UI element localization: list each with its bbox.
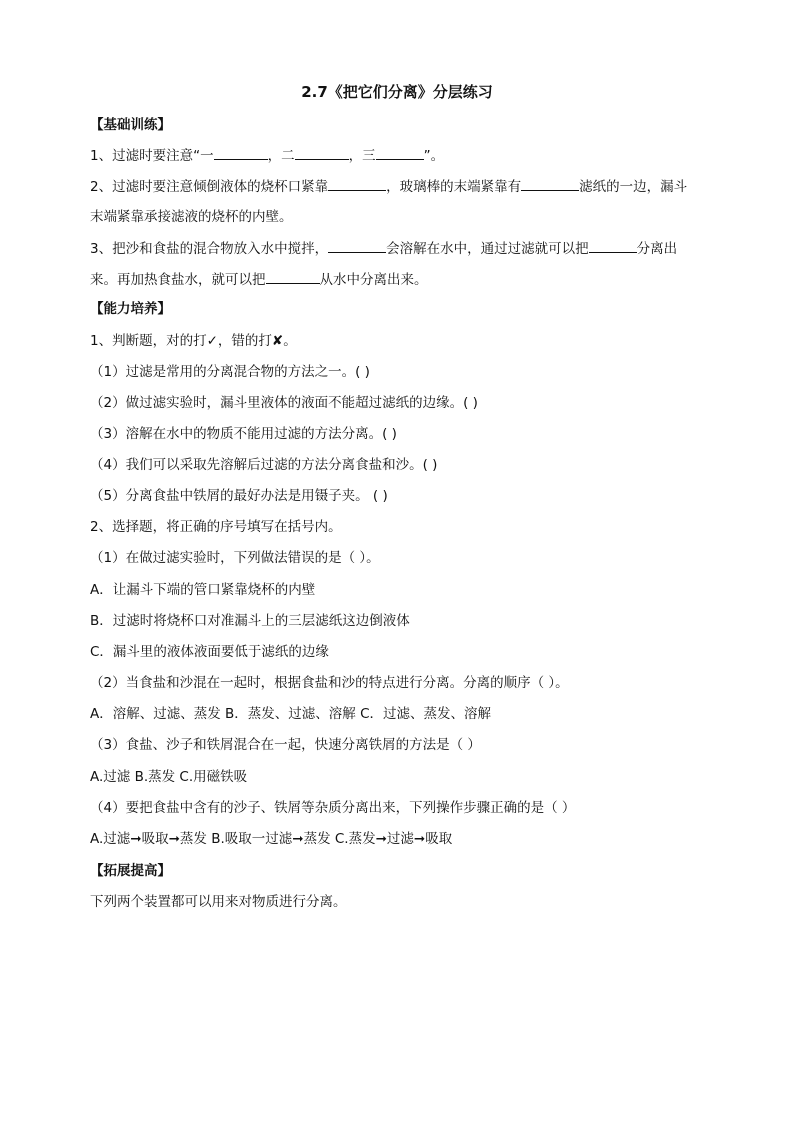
basic-question-3: 3、把沙和食盐的混合物放入水中搅拌， 会溶解在水中，通过过滤就可以把 分离出 [90, 238, 677, 259]
answer-blank [376, 145, 424, 160]
answer-blank [589, 238, 637, 253]
section-heading-extension: 【拓展提高】 [90, 863, 171, 879]
choice-options-4: A.过滤➞吸取➞蒸发 B.吸取一过滤➞蒸发 C.蒸发➞过滤➞吸取 [90, 831, 453, 847]
choice-title: 2、选择题，将正确的序号填写在括号内。 [90, 519, 342, 535]
judge-title: 1、判断题，对的打✓，错的打✘。 [90, 333, 297, 349]
cross-icon: ✘ [271, 333, 284, 349]
choice-option-b: B．过滤时将烧杯口对准漏斗上的三层滤纸这边倒液体 [90, 613, 410, 629]
section-heading-ability: 【能力培养】 [90, 301, 171, 317]
judge-item: （4）我们可以采取先溶解后过滤的方法分离食盐和沙。( ) [90, 457, 438, 473]
judge-item: （1）过滤是常用的分离混合物的方法之一。( ) [90, 364, 370, 380]
answer-blank [295, 145, 349, 160]
answer-blank [521, 176, 579, 191]
choice-options-2: A．溶解、过滤、蒸发 B．蒸发、过滤、溶解 C．过滤、蒸发、溶解 [90, 706, 492, 722]
answer-blank [328, 238, 386, 253]
section-heading-basic: 【基础训练】 [90, 117, 171, 133]
basic-question-3-line-2: 来。再加热食盐水，就可以把 从水中分离出来。 [90, 269, 428, 290]
judge-item: （5）分离食盐中铁屑的最好办法是用镊子夹。 ( ) [90, 488, 388, 504]
judge-item: （2）做过滤实验时，漏斗里液体的液面不能超过滤纸的边缘。( ) [90, 395, 478, 411]
choice-question-1: （1）在做过滤实验时，下列做法错误的是（ ）。 [90, 550, 380, 566]
page-title: 2.7《把它们分离》分层练习 [301, 83, 493, 101]
choice-question-4: （4）要把食盐中含有的沙子、铁屑等杂质分离出来，下列操作步骤正确的是（ ） [90, 800, 576, 816]
judge-item: （3）溶解在水中的物质不能用过滤的方法分离。( ) [90, 426, 397, 442]
answer-blank [328, 176, 386, 191]
basic-question-1: 1、过滤时要注意“一 ，二 ，三 ”。 [90, 145, 444, 166]
choice-options-3: A.过滤 B.蒸发 C.用磁铁吸 [90, 769, 248, 785]
basic-question-2: 2、过滤时要注意倾倒液体的烧杯口紧靠 ，玻璃棒的末端紧靠有 滤纸的一边，漏斗 [90, 176, 687, 197]
choice-question-3: （3）食盐、沙子和铁屑混合在一起，快速分离铁屑的方法是（ ） [90, 737, 481, 753]
answer-blank [266, 269, 320, 284]
extension-text: 下列两个装置都可以用来对物质进行分离。 [90, 894, 347, 910]
basic-question-2-line-2: 末端紧靠承接滤液的烧杯的内壁。 [90, 209, 293, 225]
choice-option-c: C．漏斗里的液体液面要低于滤纸的边缘 [90, 644, 329, 660]
choice-option-a: A．让漏斗下端的管口紧靠烧杯的内壁 [90, 582, 316, 598]
answer-blank [214, 145, 268, 160]
checkmark-icon: ✓ [206, 333, 218, 349]
choice-question-2: （2）当食盐和沙混在一起时，根据食盐和沙的特点进行分离。分离的顺序（ ）。 [90, 675, 569, 691]
